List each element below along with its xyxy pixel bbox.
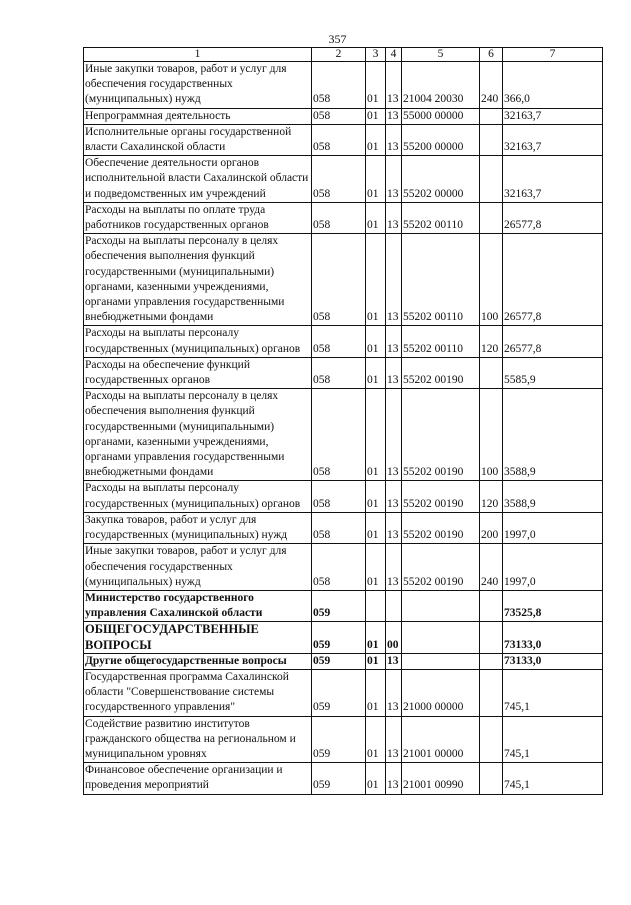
subsection-code-cell: 13: [386, 716, 402, 763]
expense-type-cell: 240: [480, 62, 503, 109]
expense-type-cell: [480, 716, 503, 763]
section-code-cell: 01: [366, 481, 386, 512]
department-code-cell: 058: [312, 202, 366, 233]
department-code-cell: 058: [312, 326, 366, 357]
amount-cell: 1997,0: [503, 544, 603, 591]
section-code-cell: [366, 590, 386, 621]
expense-type-cell: [480, 108, 503, 124]
department-code-cell: 058: [312, 481, 366, 512]
amount-cell: 26577,8: [503, 202, 603, 233]
amount-cell: 32163,7: [503, 108, 603, 124]
department-code-cell: 058: [312, 124, 366, 155]
item-name-cell: Обеспечение деятельности органов исполнительной власти Сахалинской области и подведомственных им учреждений: [84, 156, 312, 203]
target-article-cell: 21000 00000: [402, 669, 480, 716]
column-header: 4: [386, 48, 402, 62]
target-article-cell: 55202 00110: [402, 234, 480, 326]
subsection-code-cell: 13: [386, 512, 402, 543]
expense-type-cell: 120: [480, 481, 503, 512]
column-header: 7: [503, 48, 603, 62]
expense-type-cell: 100: [480, 234, 503, 326]
target-article-cell: 55202 00190: [402, 357, 480, 388]
department-code-cell: 059: [312, 590, 366, 621]
table-row: [84, 326, 603, 357]
department-code-cell: 058: [312, 512, 366, 543]
amount-cell: 745,1: [503, 716, 603, 763]
column-header: 2: [312, 48, 366, 62]
table-row: [84, 62, 603, 109]
section-code-cell: 01: [366, 544, 386, 591]
column-header-row: [84, 48, 603, 62]
target-article-cell: 21004 20030: [402, 62, 480, 109]
budget-table-body: [84, 48, 603, 795]
expense-type-cell: [480, 357, 503, 388]
table-row: [84, 590, 603, 621]
table-row: [84, 622, 603, 653]
subsection-code-cell: 13: [386, 544, 402, 591]
item-name-cell: ОБЩЕГОСУДАРСТВЕННЫЕ ВОПРОСЫ: [84, 622, 312, 653]
subsection-code-cell: 13: [386, 108, 402, 124]
expense-type-cell: [480, 622, 503, 653]
amount-cell: 3588,9: [503, 481, 603, 512]
table-row: [84, 716, 603, 763]
subsection-code-cell: 13: [386, 357, 402, 388]
item-name-cell: Иные закупки товаров, работ и услуг для обеспечения государственных (муниципальных) нужд: [84, 62, 312, 109]
section-code-cell: 01: [366, 669, 386, 716]
column-header: 3: [366, 48, 386, 62]
expense-type-cell: [480, 202, 503, 233]
item-name-cell: Министерство государственного управления Сахалинской области: [84, 590, 312, 621]
expense-type-cell: 100: [480, 389, 503, 481]
department-code-cell: 059: [312, 716, 366, 763]
expense-type-cell: [480, 669, 503, 716]
section-code-cell: 01: [366, 653, 386, 669]
subsection-code-cell: 13: [386, 234, 402, 326]
amount-cell: 32163,7: [503, 156, 603, 203]
section-code-cell: 01: [366, 389, 386, 481]
amount-cell: 3588,9: [503, 389, 603, 481]
column-header: 1: [84, 48, 312, 62]
subsection-code-cell: 00: [386, 622, 402, 653]
item-name-cell: Государственная программа Сахалинской области "Совершенствование системы государственного управления": [84, 669, 312, 716]
target-article-cell: 55202 00190: [402, 389, 480, 481]
amount-cell: 73133,0: [503, 653, 603, 669]
section-code-cell: 01: [366, 108, 386, 124]
section-code-cell: 01: [366, 124, 386, 155]
subsection-code-cell: 13: [386, 326, 402, 357]
table-row: [84, 202, 603, 233]
item-name-cell: Непрограммная деятельность: [84, 108, 312, 124]
expense-type-cell: [480, 653, 503, 669]
item-name-cell: Расходы на выплаты персоналу в целях обеспечения выполнения функций государственными (муниципальными) органами, казенными учреждениями, органами управления государственными внебюджетными фондами: [84, 389, 312, 481]
table-row: [84, 108, 603, 124]
section-code-cell: 01: [366, 357, 386, 388]
table-row: [84, 357, 603, 388]
section-code-cell: 01: [366, 202, 386, 233]
target-article-cell: 55202 00190: [402, 512, 480, 543]
subsection-code-cell: 13: [386, 124, 402, 155]
target-article-cell: [402, 653, 480, 669]
subsection-code-cell: 13: [386, 481, 402, 512]
table-row: [84, 512, 603, 543]
item-name-cell: Расходы на выплаты персоналу государственных (муниципальных) органов: [84, 481, 312, 512]
amount-cell: 73525,8: [503, 590, 603, 621]
subsection-code-cell: 13: [386, 202, 402, 233]
target-article-cell: 21001 00990: [402, 763, 480, 794]
subsection-code-cell: 13: [386, 62, 402, 109]
section-code-cell: 01: [366, 62, 386, 109]
subsection-code-cell: 13: [386, 389, 402, 481]
amount-cell: 73133,0: [503, 622, 603, 653]
department-code-cell: 058: [312, 544, 366, 591]
subsection-code-cell: [386, 590, 402, 621]
expense-type-cell: 120: [480, 326, 503, 357]
section-code-cell: 01: [366, 763, 386, 794]
table-row: [84, 156, 603, 203]
table-row: [84, 544, 603, 591]
section-code-cell: 01: [366, 326, 386, 357]
amount-cell: 26577,8: [503, 234, 603, 326]
item-name-cell: Расходы на выплаты по оплате труда работников государственных органов: [84, 202, 312, 233]
table-row: [84, 653, 603, 669]
department-code-cell: 059: [312, 622, 366, 653]
item-name-cell: Другие общегосударственные вопросы: [84, 653, 312, 669]
amount-cell: 745,1: [503, 763, 603, 794]
department-code-cell: 058: [312, 156, 366, 203]
department-code-cell: 058: [312, 108, 366, 124]
table-row: [84, 389, 603, 481]
target-article-cell: 55202 00110: [402, 326, 480, 357]
section-code-cell: 01: [366, 622, 386, 653]
table-row: [84, 763, 603, 794]
table-row: [84, 234, 603, 326]
target-article-cell: 55200 00000: [402, 124, 480, 155]
target-article-cell: 55202 00000: [402, 156, 480, 203]
subsection-code-cell: 13: [386, 653, 402, 669]
subsection-code-cell: 13: [386, 156, 402, 203]
section-code-cell: 01: [366, 156, 386, 203]
subsection-code-cell: 13: [386, 669, 402, 716]
target-article-cell: 55202 00190: [402, 544, 480, 591]
department-code-cell: 058: [312, 234, 366, 326]
amount-cell: 366,0: [503, 62, 603, 109]
department-code-cell: 058: [312, 389, 366, 481]
department-code-cell: 059: [312, 763, 366, 794]
section-code-cell: 01: [366, 512, 386, 543]
table-row: [84, 124, 603, 155]
target-article-cell: 55000 00000: [402, 108, 480, 124]
table-row: [84, 481, 603, 512]
expense-type-cell: 200: [480, 512, 503, 543]
expense-type-cell: [480, 156, 503, 203]
budget-table: [83, 47, 603, 795]
target-article-cell: 55202 00190: [402, 481, 480, 512]
item-name-cell: Исполнительные органы государственной власти Сахалинской области: [84, 124, 312, 155]
item-name-cell: Финансовое обеспечение организации и проведения мероприятий: [84, 763, 312, 794]
department-code-cell: 058: [312, 357, 366, 388]
section-code-cell: 01: [366, 234, 386, 326]
column-header: 5: [402, 48, 480, 62]
column-header: 6: [480, 48, 503, 62]
item-name-cell: Содействие развитию институтов гражданского общества на региональном и муниципальном уровнях: [84, 716, 312, 763]
section-code-cell: 01: [366, 716, 386, 763]
target-article-cell: [402, 622, 480, 653]
target-article-cell: [402, 590, 480, 621]
subsection-code-cell: 13: [386, 763, 402, 794]
item-name-cell: Закупка товаров, работ и услуг для государственных (муниципальных) нужд: [84, 512, 312, 543]
item-name-cell: Расходы на обеспечение функций государственных органов: [84, 357, 312, 388]
expense-type-cell: [480, 763, 503, 794]
target-article-cell: 55202 00110: [402, 202, 480, 233]
table-row: [84, 669, 603, 716]
expense-type-cell: [480, 124, 503, 155]
department-code-cell: 059: [312, 669, 366, 716]
amount-cell: 745,1: [503, 669, 603, 716]
department-code-cell: 058: [312, 62, 366, 109]
target-article-cell: 21001 00000: [402, 716, 480, 763]
amount-cell: 32163,7: [503, 124, 603, 155]
item-name-cell: Расходы на выплаты персоналу в целях обеспечения выполнения функций государственными (муниципальными) органами, казенными учреждениями, органами управления государственными внебюджетными фондами: [84, 234, 312, 326]
item-name-cell: Иные закупки товаров, работ и услуг для обеспечения государственных (муниципальных) нужд: [84, 544, 312, 591]
amount-cell: 26577,8: [503, 326, 603, 357]
item-name-cell: Расходы на выплаты персоналу государственных (муниципальных) органов: [84, 326, 312, 357]
expense-type-cell: [480, 590, 503, 621]
department-code-cell: 059: [312, 653, 366, 669]
amount-cell: 5585,9: [503, 357, 603, 388]
page-number: 357: [328, 32, 347, 46]
amount-cell: 1997,0: [503, 512, 603, 543]
expense-type-cell: 240: [480, 544, 503, 591]
